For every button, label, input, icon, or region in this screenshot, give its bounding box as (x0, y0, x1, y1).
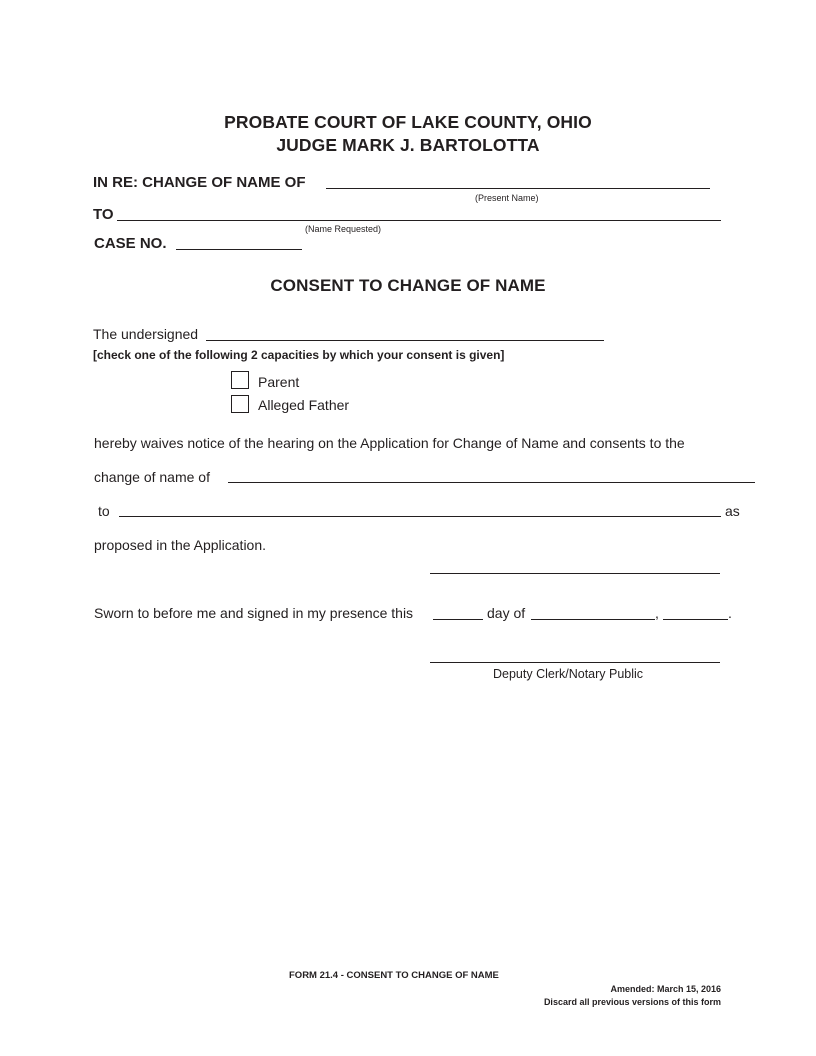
sworn-month-field[interactable] (531, 604, 655, 620)
sworn-day-field[interactable] (433, 604, 483, 620)
to-name-field[interactable] (119, 501, 721, 517)
to-name-label: to (98, 503, 110, 519)
alleged-father-checkbox[interactable] (231, 395, 249, 413)
sworn-year-field[interactable] (663, 604, 728, 620)
parent-checkbox[interactable] (231, 371, 249, 389)
undersigned-field[interactable] (206, 325, 604, 341)
capacity-instruction: [check one of the following 2 capacities by which your consent is given] (93, 348, 505, 362)
notary-signature-field[interactable] (430, 647, 720, 663)
waiver-text: hereby waives notice of the hearing on the Application for Change of Name and consents to the (94, 435, 685, 451)
to-label: TO (93, 206, 114, 223)
name-requested-caption: (Name Requested) (305, 224, 382, 234)
case-no-field[interactable] (176, 234, 302, 250)
signer-signature-field[interactable] (430, 558, 720, 574)
form-id: FORM 21.4 - CONSENT TO CHANGE OF NAME (289, 970, 499, 981)
discard-notice: Discard all previous versions of this form (543, 997, 721, 1007)
as-label: as (725, 503, 740, 519)
judge-title: JUDGE MARK J. BARTOLOTTA (276, 135, 540, 155)
comma: , (655, 605, 659, 621)
proposed-text: proposed in the Application. (94, 537, 267, 553)
sworn-text: Sworn to before me and signed in my presence this (94, 605, 414, 621)
parent-label: Parent (258, 374, 300, 390)
change-of-name-field[interactable] (228, 467, 755, 483)
day-of-label: day of (487, 605, 526, 621)
change-of-name-label: change of name of (94, 469, 210, 485)
undersigned-label: The undersigned (93, 326, 199, 342)
form-title: CONSENT TO CHANGE OF NAME (270, 276, 546, 295)
alleged-father-label: Alleged Father (258, 397, 350, 413)
name-requested-field[interactable] (117, 205, 721, 221)
in-re-label: IN RE: CHANGE OF NAME OF (93, 174, 306, 191)
case-no-label: CASE NO. (94, 235, 167, 252)
present-name-caption: (Present Name) (475, 193, 539, 203)
present-name-field[interactable] (326, 173, 710, 189)
notary-caption: Deputy Clerk/Notary Public (493, 667, 644, 681)
court-title: PROBATE COURT OF LAKE COUNTY, OHIO (224, 112, 592, 132)
period: . (728, 605, 732, 621)
amended-date: Amended: March 15, 2016 (610, 984, 721, 994)
